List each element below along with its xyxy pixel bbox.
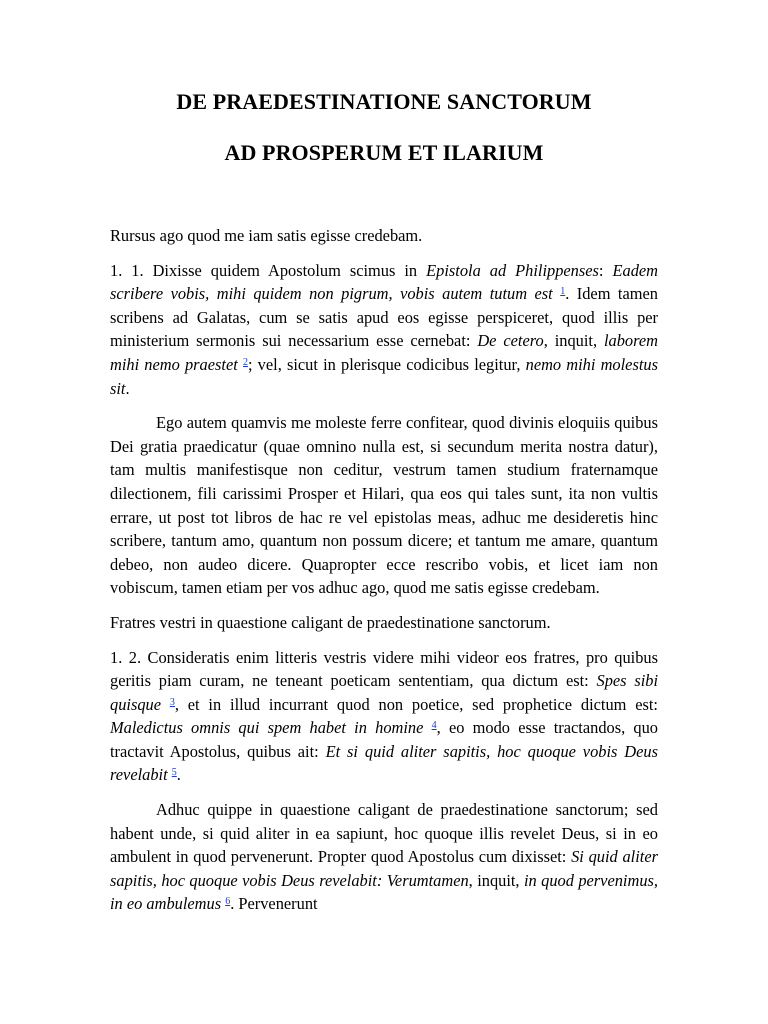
italic-quote: Maledictus omnis qui spem habet in homine <box>110 718 424 738</box>
italic-quote: in quod pervenimus, in eo ambulemus <box>110 870 658 914</box>
italic-quote: Et si quid aliter sapitis, hoc quoque vobis Deus revelabit <box>110 741 658 785</box>
italic-quote: laborem mihi nemo praestet <box>110 331 659 374</box>
italic-quote: Spes sibi quisque <box>110 671 659 714</box>
footnote-link-3[interactable]: 3 <box>169 696 175 708</box>
italic-quote: De cetero <box>477 331 544 351</box>
italic-text: Epistola ad Philippenses <box>426 260 599 280</box>
italic-quote: Si quid aliter sapitis, hoc quoque vobis Deus revelabit: Verumtamen <box>110 847 658 890</box>
page-title: DE PRAEDESTINATIONE SANCTORUM <box>176 89 592 114</box>
footnote-link-4[interactable]: 4 <box>431 720 437 732</box>
footnote-link-5[interactable]: 5 <box>171 767 177 779</box>
footnote-link-6[interactable]: 6 <box>225 896 231 908</box>
paragraph-intro: Rursus ago quod me iam satis egisse credebam. <box>110 226 423 245</box>
paragraph-1-2: 1. 2. Consideratis enim litteris vestris videre mihi videor eos fratres, pro quibus geritis piam curam, ne teneant poeticam sententiam, qua dictum est: Spes sibi quisque $^3$, et in illud incurrant quod non poetice, sed prophetice dictum est: Maledictus omnis qui spem habet in homine $^4$, eo modo esse tractandos, quo tractavit Apostolus, quibus ait: Et si quid aliter sapitis, hoc quoque vobis Deus revelabit $^5$. <box>110 647 659 785</box>
paragraph-1-1: 1. 1. Dixisse quidem Apostolum scimus in Epistola ad Philippenses: Eadem scribere vobis, mihi quidem non pigrum, vobis autem tutum est $^1$. Idem tamen scribens ad Galatas, cum se satis apud eos egisse perspiceret, quod illis per ministerium sermonis sui necessarium esse cernebat: De cetero, inquit, laborem mihi nemo praestet $^2$; vel, sicut in plerisque codicibus legitur, nemo mihi molestus sit. <box>110 260 659 398</box>
footnote-link-2[interactable]: 2 <box>242 356 248 368</box>
italic-quote: Eadem scribere vobis, mihi quidem non pigrum, vobis autem tutum est <box>110 260 658 304</box>
paragraph-fratres: Fratres vestri in quaestione caligant de praedestinatione sanctorum. <box>110 612 551 632</box>
document-body <box>110 224 658 927</box>
paragraph-adhuc: Adhuc quippe in quaestione caligant de praedestinatione sanctorum; sed habent unde, si quid aliter in ea sapiunt, hoc quoque illis revelet Deus, si in eo ambulent in quod pervenerunt. Propter quod Apostolus cum dixisset: Si quid aliter sapitis, hoc quoque vobis Deus revelabit: Verumtamen, inquit, in quod pervenimus, in eo ambulemus $^6$. Pervenerunt <box>110 800 658 914</box>
paragraph-ego-autem: Ego autem quamvis me moleste ferre confitear, quod divinis eloquiis quibus Dei gratia praedicatur (quae omnino nulla est, si secundum merita nostra datur), tam multis manifestisque non ceditur, vestrum tamen studium fraternamque dilectionem, fili carissimi Prosper et Hilari, qua eos qui tales sunt, ita non vultis errare, ut post tot libros de hac re vel epistolas meas, adhuc me desideretis hinc scribere, tantum amo, quantum non possum dicere; et tantum me amare, quantum debeo, non audeo dicere. Quapropter ecce rescribo vobis, et licet iam non vobiscum, tamen etiam per vos adhuc ago, quod me satis egisse credebam. <box>110 413 658 598</box>
footnote-link-1[interactable]: 1 <box>560 286 566 298</box>
page-subtitle: AD PROSPERUM ET ILARIUM <box>224 140 544 165</box>
italic-quote: nemo mihi molestus sit <box>110 354 658 398</box>
